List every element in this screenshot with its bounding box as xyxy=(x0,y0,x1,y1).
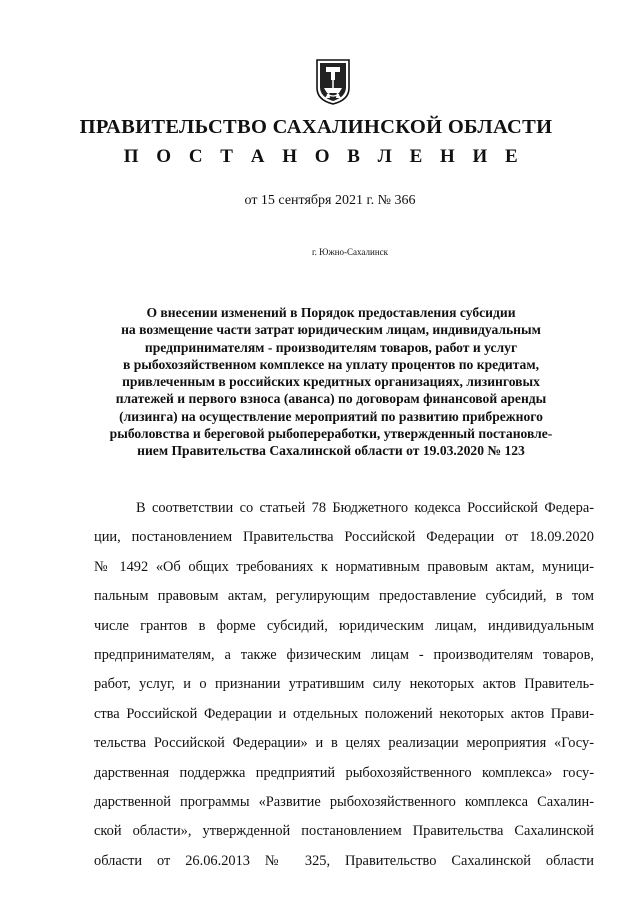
sakhalin-coat-of-arms-icon xyxy=(314,58,352,106)
organization-title: ПРАВИТЕЛЬСТВО САХАЛИНСКОЙ ОБЛАСТИ xyxy=(79,116,553,138)
subject-line: (лизинга) на осуществление мероприятий по развитию прибрежного xyxy=(119,408,543,424)
body-line: ской области», утвержденной постановлением Правительства Сахалинской xyxy=(94,823,594,840)
subject-line: на возмещение части затрат юридическим лицам, индивидуальным xyxy=(121,322,541,338)
body-line: работ, услуг, и о признании утратившим силу некоторых актов Правитель- xyxy=(94,676,594,693)
body-line: тельства Российской Федерации» и в целях реализации мероприятия «Госу- xyxy=(94,735,594,752)
subject-line: платежей и первого взноса (аванса) по договорам финансовой аренды xyxy=(115,391,547,407)
document-subject xyxy=(64,304,598,460)
body-line: ции, постановлением Правительства Российской Федерации от 18.09.2020 xyxy=(94,529,594,546)
body-line: пальным правовым актам, регулирующим предоставление субсидий, в том xyxy=(94,588,594,605)
subject-line: предпринимателям - производителям товаров, работ и услуг xyxy=(144,339,518,355)
body-line: области от 26.06.2013 № 325, Правительство Сахалинской области xyxy=(94,852,594,869)
body-line: предпринимателям, а также физическим лицам - производителям товаров, xyxy=(94,647,594,664)
body-line: ства Российской Федерации и отдельных положений некоторых актов Прави- xyxy=(94,705,594,722)
subject-line: О внесении изменений в Порядок предоставления субсидии xyxy=(146,305,516,320)
document-type: П О С Т А Н О В Л Е Н И Е xyxy=(123,146,525,167)
document-date-number: от 15 сентября 2021 г. № 366 xyxy=(244,193,416,208)
subject-line: рыболовства и береговой рыбопереработки, утвержденный постановле- xyxy=(109,426,553,442)
body-line: В соответствии со статьей 78 Бюджетного кодекса Российской Федера- xyxy=(136,500,594,516)
subject-line: нием Правительства Сахалинской области от 19.03.2020 № 123 xyxy=(137,443,525,459)
document-body xyxy=(94,494,594,876)
body-line: № 1492 «Об общих требованиях к нормативным правовым актам, муници- xyxy=(94,558,594,575)
subject-line: в рыбохозяйственном комплексе на уплату процентов по кредитам, xyxy=(122,356,539,372)
document-city: г. Южно-Сахалинск xyxy=(311,247,388,257)
subject-line: привлеченным в российских кредитных организациях, лизинговых xyxy=(122,374,540,390)
body-line: числе грантов в форме субсидий, юридическим лицам, индивидуальным xyxy=(94,617,594,634)
body-line: дарственной программы «Развитие рыбохозяйственного комплекса Сахалин- xyxy=(94,794,594,811)
body-line: дарственная поддержка предприятий рыбохозяйственного комплекса» госу- xyxy=(94,764,594,781)
